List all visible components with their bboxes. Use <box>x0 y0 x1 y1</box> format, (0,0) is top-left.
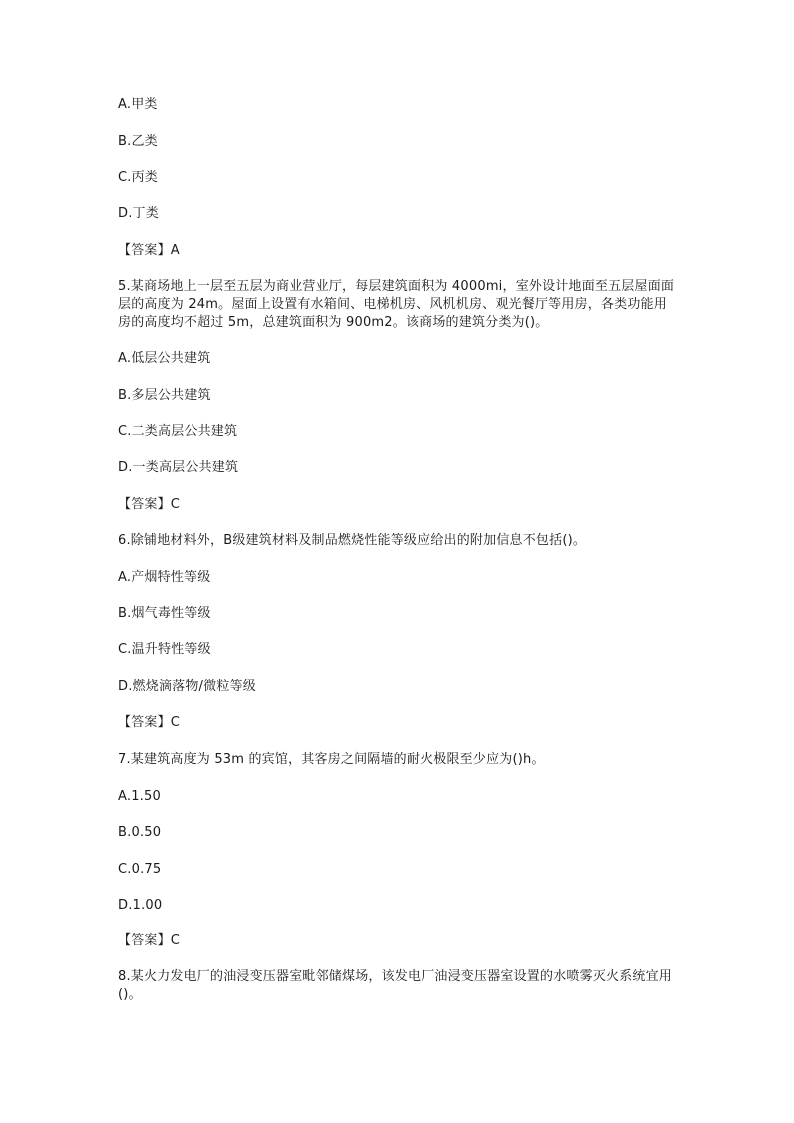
q4-answer: 【答案】A <box>118 243 180 258</box>
q5-answer: 【答案】C <box>118 497 181 512</box>
q5-option-b: B.多层公共建筑 <box>118 388 211 403</box>
q7-option-a: A.1.50 <box>118 789 161 804</box>
q4-option-b: B.乙类 <box>118 134 158 149</box>
q5-option-c: C.二类高层公共建筑 <box>118 424 238 439</box>
q7-question: 7.某建筑高度为 53m 的宾馆，其客房之间隔墙的耐火极限至少应为()h。 <box>118 752 545 767</box>
q6-option-a: A.产烟特性等级 <box>118 570 211 585</box>
q6-option-c: C.温升特性等级 <box>118 642 211 657</box>
q7-option-b: B.0.50 <box>118 825 162 840</box>
q5-option-a: A.低层公共建筑 <box>118 351 211 366</box>
q8-question: 8.某火力发电厂的油浸变压器室毗邻储煤场，该发电厂油浸变压器室设置的水喷雾灭火系统宜用()。 <box>118 969 673 1002</box>
q5-option-d: D.一类高层公共建筑 <box>118 460 239 475</box>
q4-option-c: C.丙类 <box>118 170 159 185</box>
q7-option-c: C.0.75 <box>118 862 162 877</box>
q6-option-b: B.烟气毒性等级 <box>118 606 211 621</box>
q6-option-d: D.燃烧滴落物/微粒等级 <box>118 679 256 694</box>
q7-answer: 【答案】C <box>118 933 181 948</box>
q4-option-a: A.甲类 <box>118 97 158 112</box>
q4-option-d: D.丁类 <box>118 206 159 221</box>
q6-answer: 【答案】C <box>118 715 181 730</box>
q5-question: 5.某商场地上一层至五层为商业营业厅，每层建筑面积为 4000mi，室外设计地面至五层屋面面层的高度为 24m。屋面上设置有水箱间、电梯机房、风机机房、观光餐厅等用房，各类功能用房的高度均不超过 5m，总建筑面积为 900m2。该商场的建筑分类为()。 <box>118 279 675 330</box>
q6-question: 6.除铺地材料外，B级建筑材料及制品燃烧性能等级应给出的附加信息不包括()。 <box>118 533 587 548</box>
q7-option-d: D.1.00 <box>118 898 163 913</box>
